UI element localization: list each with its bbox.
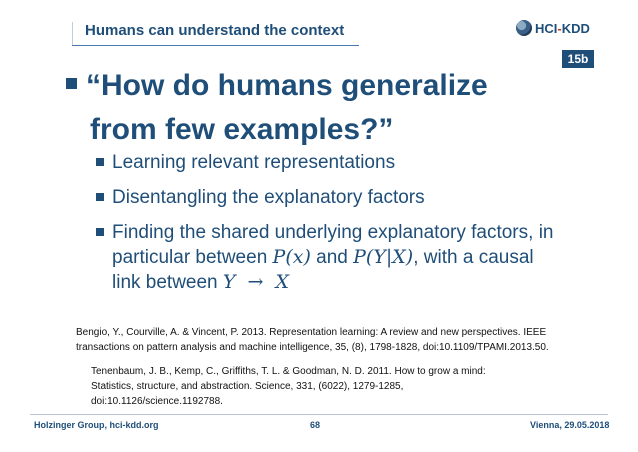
hci-kdd-logo (516, 20, 590, 36)
reference-bengio: Bengio, Y., Courville, A. & Vincent, P. 2013. Representation learning: A review and new perspectives. IEEE transactions on pattern analysis and machine intelligence, 35, (8), 1798-1828, doi:10.1109/TPAMI.2013.50. (76, 327, 549, 353)
header-divider (72, 22, 73, 46)
list-item (96, 185, 556, 210)
page-number: 68 (310, 420, 321, 430)
list-item (96, 220, 556, 295)
math-y-to-x: Y → X (222, 271, 290, 293)
list-item-text: Learning relevant representations (112, 152, 396, 173)
bullet-square-icon (96, 228, 104, 236)
footer-divider (30, 414, 608, 415)
question-line-1: “How do humans generalize (86, 69, 488, 102)
list-item-text: and (310, 247, 354, 268)
logo-text: HCI-KDD (535, 20, 590, 36)
bullet-square-icon (96, 193, 104, 201)
sub-bullet-list (96, 150, 556, 305)
bullet-square-icon (66, 78, 77, 89)
list-item-text: Finding the shared underlying explanatory factors, in particular between (112, 222, 554, 268)
brain-icon (516, 20, 532, 36)
math-p-x: P(x) (272, 246, 311, 268)
question-line-2: from few examples?” (90, 113, 394, 146)
bullet-square-icon (96, 158, 104, 166)
list-item-text: Disentangling the explanatory factors (112, 187, 425, 208)
title-underline (72, 45, 359, 46)
reference-tenenbaum: Tenenbaum, J. B., Kemp, C., Griffiths, T. L. & Goodman, N. D. 2011. How to grow a mind: Statistics, structure, and abstraction. Science, 331, (6022), 1279-1285, doi:10.1126/science.1192788. (91, 366, 486, 407)
list-item-text: , with a causal link between (112, 247, 534, 293)
slide-title: Humans can understand the context (85, 22, 345, 39)
math-p-y-given-x: P(Y|X) (353, 246, 414, 268)
footer-organization: Holzinger Group, hci-kdd.org (34, 420, 159, 430)
list-item (96, 150, 556, 175)
main-question (66, 64, 546, 152)
slide-number-badge: 15b (562, 50, 594, 68)
footer-date: Vienna, 29.05.2018 (530, 420, 610, 430)
